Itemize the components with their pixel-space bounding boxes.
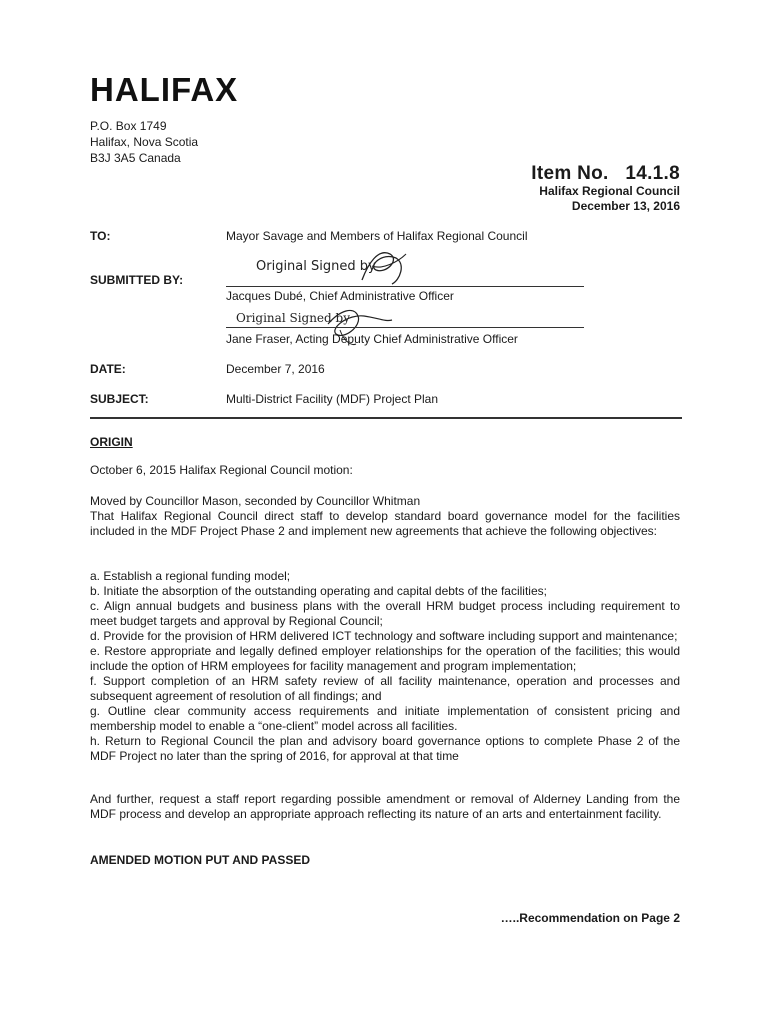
list-item: e. Restore appropriate and legally defined employer relationships for the operation of the facilities; this would include the option of HRM employees for facility management and program implementation;: [90, 644, 680, 673]
origin-intro: October 6, 2015 Halifax Regional Council motion:: [90, 463, 353, 477]
list-item: c. Align annual budgets and business plans with the overall HRM budget process including requirement to meet budget targets and approval by Regional Council;: [90, 599, 680, 628]
address-line: Halifax, Nova Scotia: [90, 135, 199, 149]
signature-1-text: Original Signed by: [256, 259, 376, 274]
signature-1: [250, 244, 420, 288]
submitted-by-label: SUBMITTED BY:: [90, 273, 184, 287]
to-value: Mayor Savage and Members of Halifax Regional Council: [226, 229, 528, 243]
list-item: b. Initiate the absorption of the outstanding operating and capital debts of the facilities;: [90, 584, 547, 598]
submitter-1: Jacques Dubé, Chief Administrative Officer: [226, 289, 454, 303]
moved-by: Moved by Councillor Mason, seconded by Councillor Whitman: [90, 494, 421, 508]
date-label: DATE:: [90, 362, 126, 376]
objectives-list: [90, 569, 680, 764]
signature-line-1: [226, 286, 584, 287]
submitter-2: Jane Fraser, Acting Deputy Chief Administrative Officer: [226, 332, 518, 346]
address-line: P.O. Box 1749: [90, 119, 167, 133]
list-item: a. Establish a regional funding model;: [90, 569, 291, 583]
list-item: g. Outline clear community access requirements and initiate implementation of consistent pricing and membership model to enable a “one-client” model across all facilities.: [90, 704, 680, 733]
item-number: Item No. 14.1.8: [531, 163, 680, 184]
continued-note: …..Recommendation on Page 2: [500, 911, 680, 925]
list-item: f. Support completion of an HRM safety review of all facility maintenance, operation and processes and subsequent agreement of resolution of all findings; and: [90, 674, 680, 703]
signature-2-text: Original Signed by: [236, 311, 350, 325]
logo-text: HALIFAX: [90, 72, 239, 106]
motion-block: [90, 494, 680, 539]
subject-value: Multi-District Facility (MDF) Project Plan: [226, 392, 439, 406]
section-divider: [90, 417, 682, 419]
further-request: And further, request a staff report regarding possible amendment or removal of Alderney Landing from the MDF process and develop an appropriate approach reflecting its nature of an arts and entertainment facility.: [90, 792, 680, 821]
council-block: [539, 184, 680, 214]
to-label: TO:: [90, 229, 111, 243]
council-name: Halifax Regional Council: [539, 184, 680, 198]
address-line: B3J 3A5 Canada: [90, 151, 181, 165]
origin-heading: ORIGIN: [90, 435, 133, 449]
list-item: h. Return to Regional Council the plan and advisory board governance options to complete Phase 2 of the MDF Project no later than the spring of 2016, for approval at that time: [90, 734, 680, 763]
meeting-date: December 13, 2016: [571, 199, 680, 213]
halifax-logo: [90, 72, 240, 106]
list-item: d. Provide for the provision of HRM delivered ICT technology and software including support and maintenance;: [90, 629, 678, 643]
signature-line-2: [226, 327, 584, 328]
subject-label: SUBJECT:: [90, 392, 149, 406]
motion-result: AMENDED MOTION PUT AND PASSED: [90, 853, 311, 867]
mailing-address: [90, 118, 198, 166]
motion-text: That Halifax Regional Council direct staff to develop standard board governance model for the facilities included in the MDF Project Phase 2 and implement new agreements that achieve the following objectives:: [90, 509, 680, 538]
date-value: December 7, 2016: [226, 362, 325, 376]
